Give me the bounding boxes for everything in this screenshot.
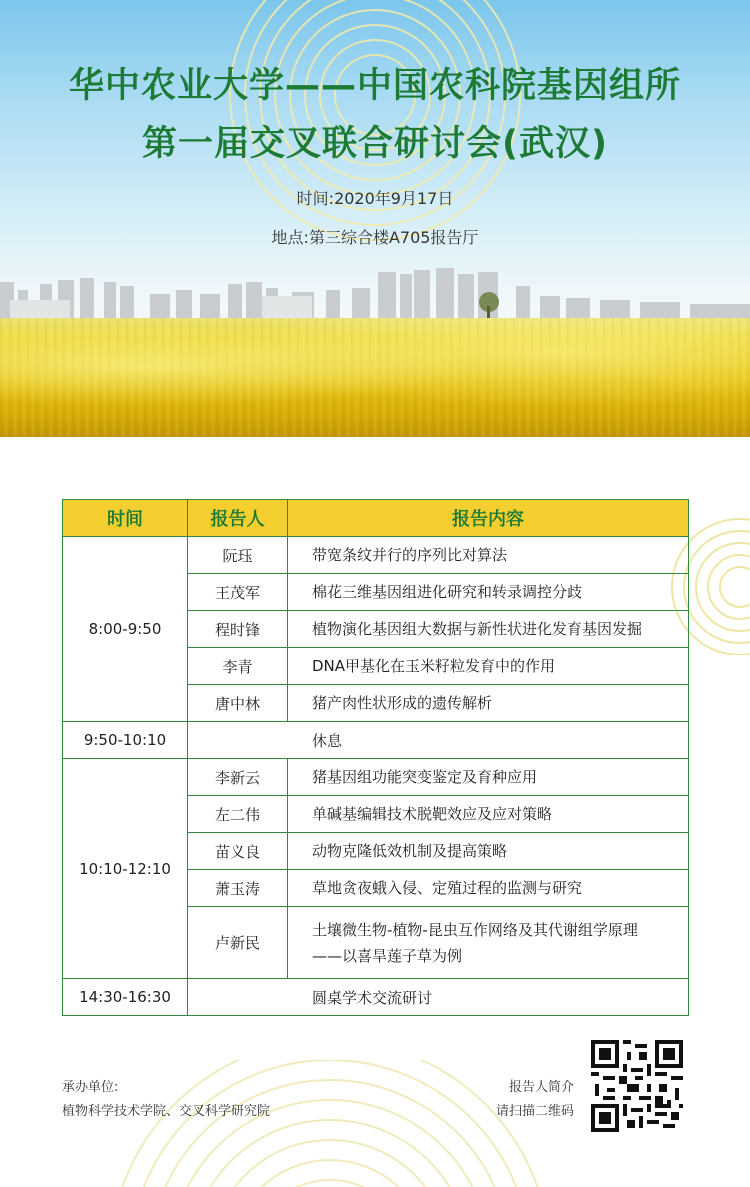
speaker-name: 唐中林 — [188, 685, 288, 722]
report-topic — [288, 907, 689, 979]
report-topic: 单碱基编辑技术脱靶效应及应对策略 — [288, 796, 689, 833]
rapeseed-field — [0, 318, 750, 437]
report-topic: 植物演化基因组大数据与新性状进化发育基因发掘 — [288, 611, 689, 648]
speaker-name: 苗义良 — [188, 833, 288, 870]
session-time: 10:10-12:10 — [63, 759, 188, 979]
speaker-name: 王茂军 — [188, 574, 288, 611]
event-location: 地点:第三综合楼A705报告厅 — [271, 228, 479, 247]
speaker-name: 阮珏 — [188, 537, 288, 574]
report-topic: 猪基因组功能突变鉴定及育种应用 — [288, 759, 689, 796]
table-row-break — [63, 722, 689, 759]
header-speaker: 报告人 — [188, 500, 288, 537]
afternoon-time: 14:30-16:30 — [63, 979, 188, 1016]
afternoon-label: 圆桌学术交流研讨 — [188, 979, 689, 1016]
hero-banner — [0, 0, 750, 437]
qr-caption-line-2: 请扫描二维码 — [495, 1104, 574, 1119]
header-time: 时间 — [63, 500, 188, 537]
speaker-name: 李青 — [188, 648, 288, 685]
speaker-name: 左二伟 — [188, 796, 288, 833]
table-row — [63, 537, 689, 574]
organizer-label: 承办单位: — [62, 1080, 119, 1095]
header-content: 报告内容 — [288, 500, 689, 537]
report-topic: 带宽条纹并行的序列比对算法 — [288, 537, 689, 574]
table-row-afternoon — [63, 979, 689, 1016]
table-header-row — [63, 500, 689, 537]
speaker-name: 程时锋 — [188, 611, 288, 648]
speaker-name: 卢新民 — [188, 907, 288, 979]
qr-caption — [470, 1076, 574, 1124]
report-topic: 草地贪夜蛾入侵、定殖过程的监测与研究 — [288, 870, 689, 907]
break-time: 9:50-10:10 — [63, 722, 188, 759]
report-topic: DNA甲基化在玉米籽粒发育中的作用 — [288, 648, 689, 685]
qr-code-icon[interactable] — [591, 1040, 683, 1132]
report-topic: 动物克隆低效机制及提高策略 — [288, 833, 689, 870]
schedule-table — [62, 499, 689, 1016]
report-topic-line-2: ——以喜旱莲子草为例 — [312, 946, 463, 965]
title-line-1: 华中农业大学——中国农科院基因组所 — [68, 66, 681, 106]
speaker-name: 萧玉涛 — [188, 870, 288, 907]
organizer-block — [62, 1076, 270, 1124]
title-line-2: 第一届交叉联合研讨会(武汉) — [142, 124, 608, 164]
session-time: 8:00-9:50 — [63, 537, 188, 722]
report-topic: 猪产肉性状形成的遗传解析 — [288, 685, 689, 722]
report-topic-line-1: 土壤微生物-植物-昆虫互作网络及其代谢组学原理 — [312, 920, 638, 939]
speaker-name: 李新云 — [188, 759, 288, 796]
city-skyline — [0, 260, 750, 320]
break-label: 休息 — [188, 722, 689, 759]
event-time: 时间:2020年9月17日 — [296, 189, 454, 208]
report-topic: 棉花三维基因组进化研究和转录调控分歧 — [288, 574, 689, 611]
table-row — [63, 759, 689, 796]
qr-caption-line-1: 报告人简介 — [508, 1080, 574, 1095]
organizer-value: 植物科学技术学院、交叉科学研究院 — [62, 1104, 271, 1119]
